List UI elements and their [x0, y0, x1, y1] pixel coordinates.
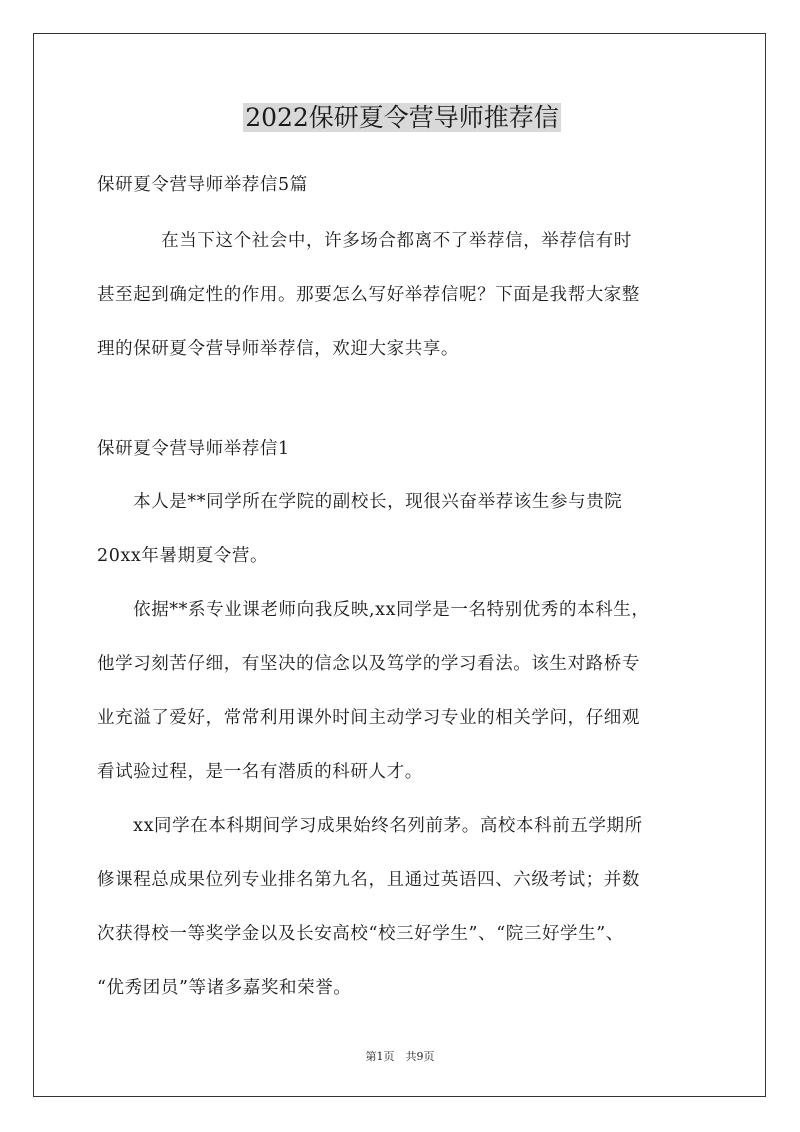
- intro-line: 理的保研夏令营导师举荐信，欢迎大家共享。: [97, 339, 459, 359]
- paragraph-line: 20xx年暑期夏令营。: [97, 546, 269, 566]
- title-text: 2022保研夏令营导师推荐信: [245, 103, 559, 132]
- paragraph-line: 他学习刻苦仔细，有坚决的信念以及笃学的学习看法。该生对路桥专: [97, 654, 640, 674]
- paragraph-line: “优秀团员”等诸多嘉奖和荣誉。: [97, 978, 352, 998]
- paragraph-line: 业充溢了爱好，常常利用课外时间主动学习专业的相关学问，仔细观: [97, 708, 640, 728]
- paragraph-line: 依据**系专业课老师向我反映,xx同学是一名特别优秀的本科生，: [115, 600, 650, 620]
- page-footer: 第1页 共9页: [365, 1050, 435, 1063]
- intro-line: 甚至起到确定性的作用。那要怎么写好举荐信呢？下面是我帮大家整: [97, 285, 640, 305]
- paragraph-line: 次获得校一等奖学金以及长安高校“校三好学生”、“院三好学生”、: [97, 924, 624, 944]
- paragraph-line: 看试验过程，是一名有潜质的科研人才。: [97, 762, 423, 782]
- paragraph-line: 修课程总成果位列专业排名第九名，且通过英语四、六级考试；并数: [97, 870, 640, 890]
- section-heading: 保研夏令营导师举荐信1: [97, 439, 290, 459]
- paragraph-line: 本人是**同学所在学院的副校长，现很兴奋举荐该生参与贵院: [115, 492, 623, 512]
- document-title: [97, 97, 707, 139]
- intro-line: 在当下这个社会中，许多场合都离不了举荐信，举荐信有时: [125, 231, 632, 251]
- paragraph-line: xx同学在本科期间学习成果始终名列前茅。高校本科前五学期所: [115, 816, 643, 836]
- subtitle: 保研夏令营导师举荐信5篇: [97, 175, 308, 195]
